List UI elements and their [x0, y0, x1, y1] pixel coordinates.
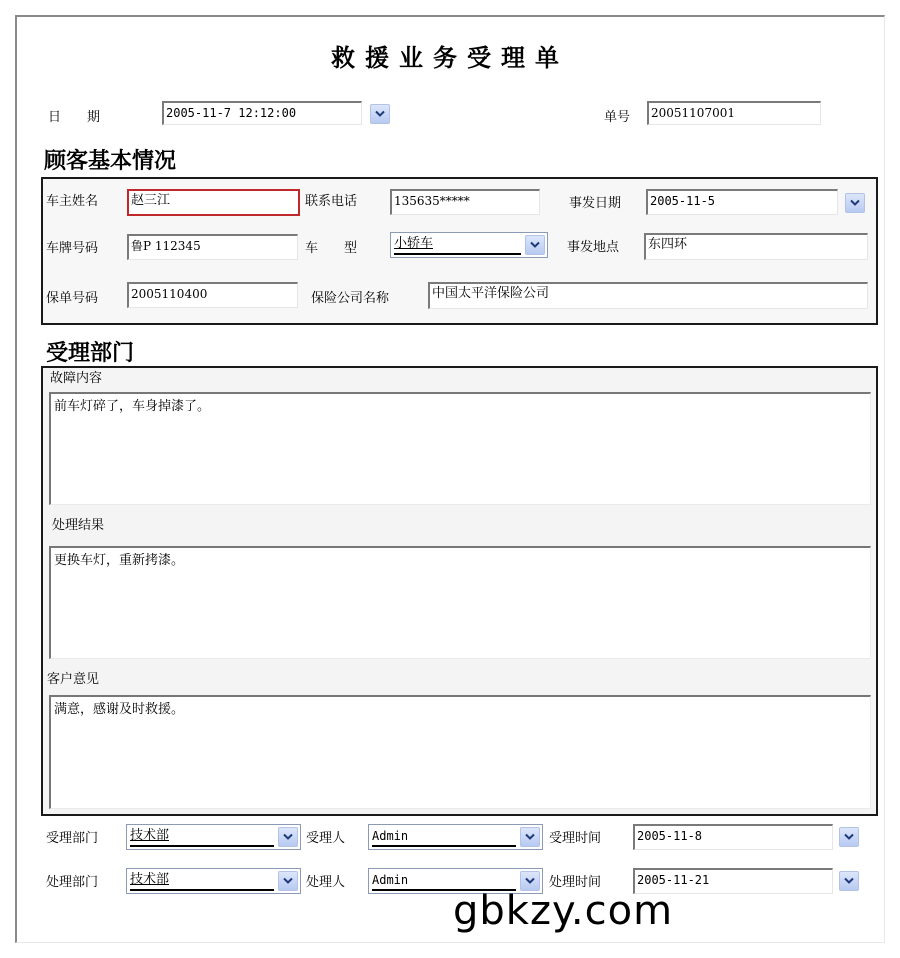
handle-person-value: Admin — [372, 871, 516, 891]
insurer-field[interactable]: 中国太平洋保险公司 — [428, 282, 868, 309]
phone-label: 联系电话 — [305, 194, 358, 209]
watermark: gbkzy.com — [453, 888, 674, 934]
incident-date-field[interactable]: 2005-11-5 — [646, 189, 838, 215]
accept-dept-dropdown-button[interactable] — [278, 827, 298, 847]
owner-name-field[interactable]: 赵三江 — [127, 189, 300, 216]
chevron-down-icon — [525, 833, 535, 841]
chevron-down-icon — [530, 241, 540, 249]
chevron-down-icon — [844, 833, 854, 841]
fault-label: 故障内容 — [50, 371, 103, 386]
order-no-field[interactable]: 20051107001 — [647, 101, 821, 125]
accept-person-select[interactable] — [368, 824, 543, 850]
incident-location-field[interactable]: 东四环 — [644, 233, 868, 260]
handle-dept-value: 技术部 — [130, 871, 274, 891]
accept-person-label: 受理人 — [306, 831, 346, 846]
accept-dept-label: 受理部门 — [46, 831, 99, 846]
handle-time-dropdown-button[interactable] — [839, 871, 859, 891]
date-dropdown-button[interactable] — [370, 104, 390, 124]
chevron-down-icon — [283, 833, 293, 841]
accept-person-dropdown-button[interactable] — [520, 827, 540, 847]
policy-no-label: 保单号码 — [46, 291, 99, 306]
car-type-value: 小轿车 — [394, 235, 521, 255]
chevron-down-icon — [844, 877, 854, 885]
handle-time-label: 处理时间 — [549, 875, 602, 890]
car-type-dropdown-button[interactable] — [525, 235, 545, 255]
plate-field[interactable]: 鲁P 112345 — [127, 234, 298, 260]
accept-dept-value: 技术部 — [130, 827, 274, 847]
insurer-label: 保险公司名称 — [311, 291, 390, 306]
order-no-label: 单号 — [604, 110, 631, 125]
date-field[interactable]: 2005-11-7 12:12:00 — [162, 101, 362, 125]
accept-time-dropdown-button[interactable] — [839, 827, 859, 847]
result-label: 处理结果 — [52, 518, 105, 533]
incident-date-label: 事发日期 — [569, 196, 622, 211]
fault-textarea[interactable]: 前车灯碎了，车身掉漆了。 — [49, 392, 871, 505]
car-type-select[interactable] — [390, 232, 548, 258]
form-title: 救援业务受理单 — [331, 44, 569, 72]
opinion-textarea[interactable]: 满意，感谢及时救援。 — [49, 695, 871, 809]
handle-dept-dropdown-button[interactable] — [278, 871, 298, 891]
accept-person-value: Admin — [372, 827, 516, 847]
incident-date-dropdown-button[interactable] — [845, 193, 865, 213]
chevron-down-icon — [283, 877, 293, 885]
accept-dept-select[interactable] — [126, 824, 301, 850]
handle-time-field[interactable]: 2005-11-21 — [633, 868, 833, 894]
chevron-down-icon — [850, 199, 860, 207]
incident-location-label: 事发地点 — [567, 240, 620, 255]
accept-time-label: 受理时间 — [549, 831, 602, 846]
handle-dept-label: 处理部门 — [46, 875, 99, 890]
phone-field[interactable]: 135635***** — [390, 189, 540, 215]
car-type-label: 车 型 — [305, 241, 358, 256]
owner-name-label: 车主姓名 — [46, 194, 99, 209]
accept-time-field[interactable]: 2005-11-8 — [633, 824, 833, 850]
result-textarea[interactable]: 更换车灯，重新拷漆。 — [49, 546, 871, 659]
dept-section-title: 受理部门 — [46, 340, 135, 366]
date-label: 日 期 — [48, 110, 101, 125]
handle-dept-select[interactable] — [126, 868, 301, 894]
opinion-label: 客户意见 — [47, 672, 100, 687]
handle-person-label: 处理人 — [306, 875, 346, 890]
plate-label: 车牌号码 — [46, 241, 99, 256]
customer-section-title: 顾客基本情况 — [44, 148, 177, 174]
policy-no-field[interactable]: 2005110400 — [127, 282, 298, 308]
chevron-down-icon — [525, 877, 535, 885]
chevron-down-icon — [375, 110, 385, 118]
